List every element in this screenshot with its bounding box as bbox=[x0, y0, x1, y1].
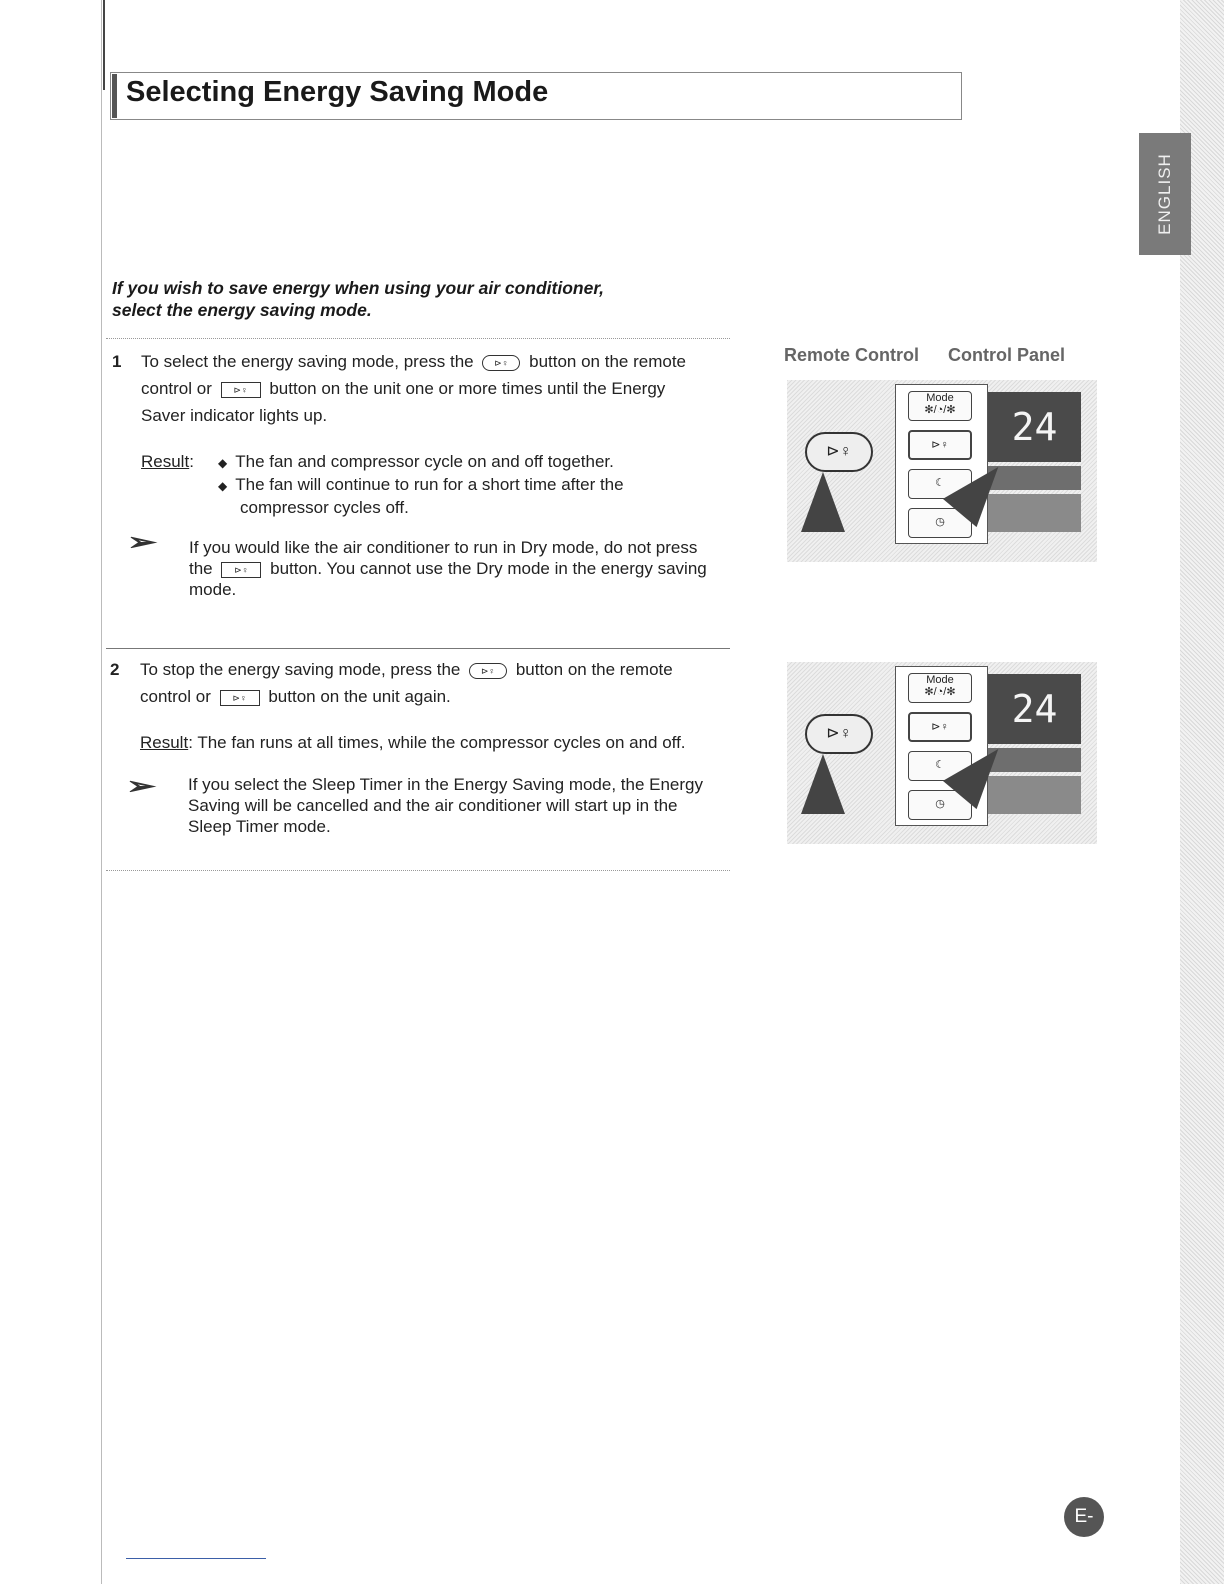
control-panel-label: Control Panel bbox=[948, 345, 1066, 365]
intro-line-2: select the energy saving mode. bbox=[112, 300, 372, 320]
step-1-result-bullets bbox=[218, 451, 718, 518]
unit-energy-saver-button-icon: ⊳♀ bbox=[220, 690, 260, 706]
step-2-note-c: Sleep Timer mode. bbox=[188, 817, 331, 836]
step-2-text-c: control or bbox=[140, 687, 211, 706]
remote-energy-saver-button-icon: ⊳♀ bbox=[469, 663, 507, 679]
figure-step-2 bbox=[787, 662, 1097, 844]
press-indicator-icon bbox=[801, 472, 845, 532]
mode-button bbox=[908, 673, 972, 703]
step-1-result-label bbox=[141, 451, 194, 472]
temperature-display: 24 bbox=[988, 392, 1081, 462]
mode-icons: ✻/◔/✻ bbox=[924, 404, 956, 416]
step-1-text-c: control or bbox=[141, 379, 212, 398]
title-accent-bar bbox=[112, 74, 117, 118]
language-tab-label: ENGLISH bbox=[1155, 153, 1175, 235]
sleep-button: ☾ bbox=[908, 469, 972, 499]
diamond-bullet-icon: ◆ bbox=[218, 456, 228, 470]
step-2-note-b: Saving will be cancelled and the air conditioner will start up in the bbox=[188, 796, 678, 815]
step-2-result bbox=[140, 732, 740, 753]
press-indicator-icon bbox=[801, 754, 845, 814]
diamond-bullet-icon: ◆ bbox=[218, 479, 228, 493]
step-1-text-a: To select the energy saving mode, press the bbox=[141, 352, 474, 371]
step-1-bullet-2a: The fan will continue to run for a short time after the bbox=[235, 475, 624, 494]
step-2-result-text: : The fan runs at all times, while the compressor cycles on and off. bbox=[188, 733, 686, 752]
step-1-note-b-post: button. You cannot use the Dry mode in the energy saving bbox=[270, 559, 707, 578]
intro-text bbox=[112, 277, 604, 321]
step-1-text bbox=[141, 348, 731, 429]
unit-energy-saver-button: ⊳♀ bbox=[908, 430, 972, 460]
step-1-text-d: button on the unit one or more times until the Energy bbox=[269, 379, 666, 398]
step-2-text-d: button on the unit again. bbox=[268, 687, 451, 706]
unit-energy-saver-button-icon: ⊳♀ bbox=[221, 562, 261, 578]
result-colon: : bbox=[189, 452, 194, 471]
step-1-bullet-1: The fan and compressor cycle on and off together. bbox=[235, 452, 614, 471]
intro-line-1: If you wish to save energy when using your air conditioner, bbox=[112, 278, 605, 298]
step-2-text-b: button on the remote bbox=[515, 660, 673, 679]
left-margin-mark bbox=[103, 0, 105, 90]
result-label: Result bbox=[140, 733, 189, 752]
timer-button: ◷ bbox=[908, 790, 972, 820]
step-1-note bbox=[189, 537, 734, 600]
indicator-lights bbox=[988, 494, 1081, 532]
remote-control-label: Remote Control bbox=[784, 345, 919, 365]
remote-energy-saver-button: ⊳♀ bbox=[805, 714, 873, 754]
timer-button: ◷ bbox=[908, 508, 972, 538]
indicator-lights bbox=[988, 776, 1081, 814]
remote-energy-saver-button-icon: ⊳♀ bbox=[482, 355, 520, 371]
step-1-bullet-2b: compressor cycles off. bbox=[240, 498, 409, 517]
step-1-text-b: button on the remote bbox=[529, 352, 686, 371]
step-1-note-c: mode. bbox=[189, 580, 237, 599]
page-title: Selecting Energy Saving Mode bbox=[126, 76, 549, 108]
step-1-note-a: If you would like the air conditioner to run in Dry mode, do not press bbox=[189, 538, 698, 557]
divider-middle bbox=[106, 648, 730, 649]
step-2-note-a: If you select the Sleep Timer in the Energy Saving mode, the Energy bbox=[188, 775, 704, 794]
step-2-text bbox=[140, 656, 735, 710]
step-2-note bbox=[188, 774, 733, 837]
unit-energy-saver-button: ⊳♀ bbox=[908, 712, 972, 742]
note-arrow-icon: ➢ bbox=[125, 773, 157, 800]
mode-icons: ✻/◔/✻ bbox=[924, 686, 956, 698]
mode-button-label: Mode bbox=[926, 392, 954, 404]
figure-step-1 bbox=[787, 380, 1097, 562]
step-1-note-b-pre: the bbox=[189, 559, 213, 578]
step-1-number: 1 bbox=[112, 352, 122, 371]
step-2-number: 2 bbox=[110, 660, 120, 679]
result-label: Result bbox=[141, 452, 190, 471]
divider-bottom bbox=[106, 870, 730, 871]
mode-button bbox=[908, 391, 972, 421]
page-number-badge: E-15 bbox=[1064, 1497, 1104, 1537]
step-2-text-a: To stop the energy saving mode, press the bbox=[140, 660, 461, 679]
mode-button-label: Mode bbox=[926, 674, 954, 686]
sleep-button: ☾ bbox=[908, 751, 972, 781]
divider-top bbox=[106, 338, 730, 339]
language-tab bbox=[1139, 133, 1191, 255]
temperature-display: 24 bbox=[988, 674, 1081, 744]
bottom-footer-line bbox=[126, 1558, 266, 1559]
step-1-text-e: Saver indicator lights up. bbox=[141, 406, 328, 425]
note-arrow-icon: ➢ bbox=[126, 529, 158, 556]
remote-energy-saver-button: ⊳♀ bbox=[805, 432, 873, 472]
unit-energy-saver-button-icon: ⊳♀ bbox=[221, 382, 261, 398]
left-margin-rule bbox=[101, 0, 102, 1584]
